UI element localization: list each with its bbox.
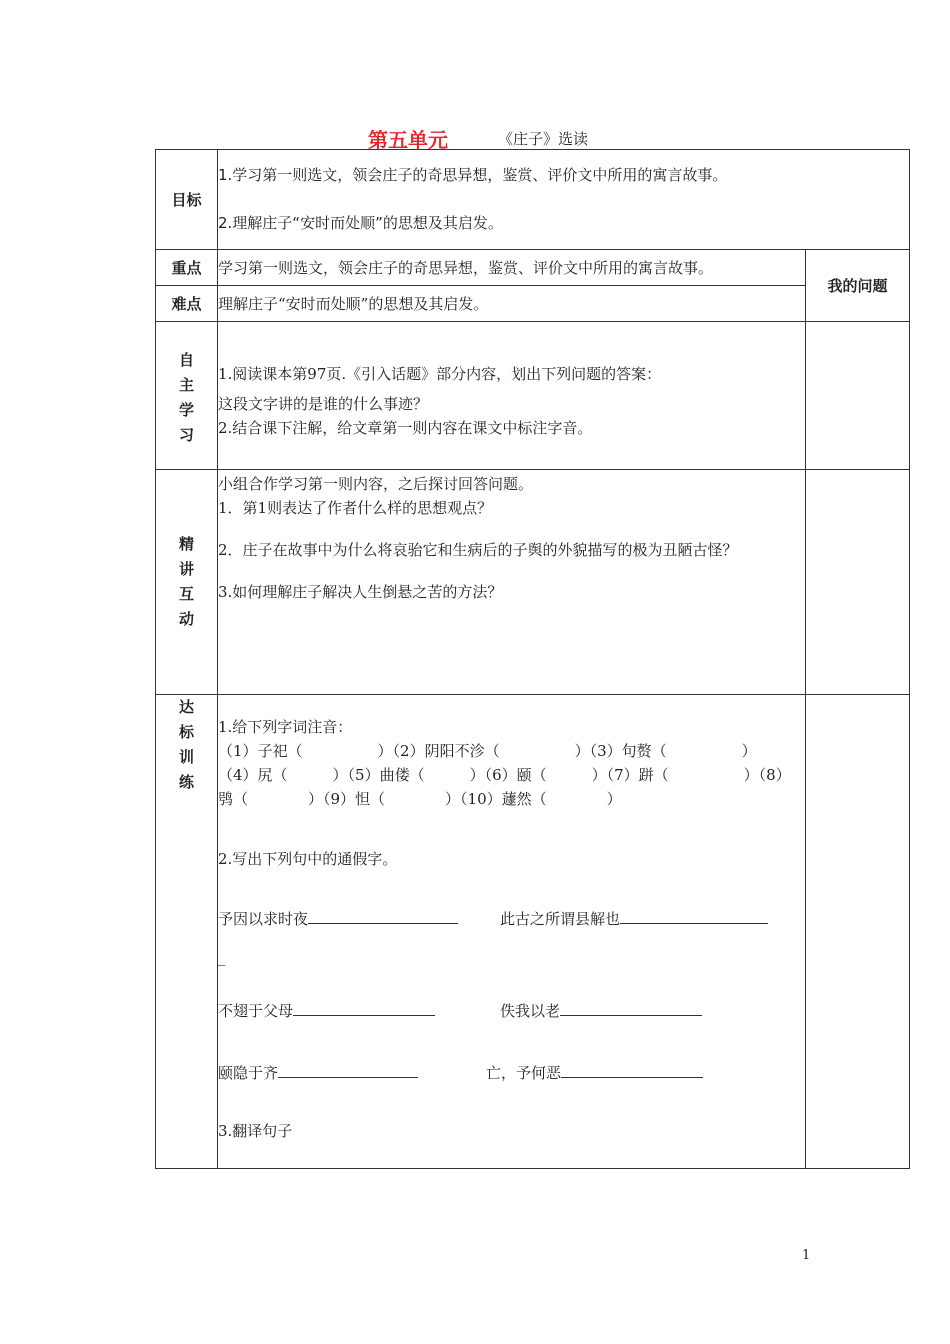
focus-text: 学习第一则选文，领会庄子的奇思异想，鉴赏、评价文中所用的寓言故事。 [218, 250, 806, 286]
task1-title: 1.给下列字词注音： [218, 718, 353, 736]
task2-title: 2.写出下列句中的通假字。 [218, 850, 398, 868]
page-number: 1 [802, 1248, 811, 1263]
goals-content [218, 150, 910, 250]
interaction-label: 精 讲 互 动 [156, 470, 218, 695]
self-study-line-3: 2.结合课下注解，给文章第一则内容在课文中标注字音。 [218, 419, 593, 437]
task2-row-3 [218, 1061, 805, 1085]
answer-blank[interactable] [293, 1001, 435, 1016]
practice-row [156, 695, 910, 1169]
self-study-label: 自 主 学 习 [156, 322, 218, 470]
answer-blank[interactable] [560, 1001, 702, 1016]
task3-title: 3.翻译句子 [218, 1122, 293, 1140]
answer-blank[interactable] [278, 1063, 418, 1078]
practice-content [218, 695, 806, 1169]
interaction-q2: 2．庄子在故事中为什么将哀骀它和生病后的子舆的外貌描写的极为丑陋古怪？ [218, 541, 738, 559]
self-study-line-1: 1.阅读课本第97页.《引入话题》部分内容，划出下列问题的答案： [218, 365, 662, 383]
practice-label: 达 标 训 练 [156, 695, 218, 1169]
self-study-notes [806, 322, 910, 470]
task2-item-e: 颐隐于齐 [218, 1064, 279, 1082]
interaction-q1: 1．第1则表达了作者什么样的思想观点？ [218, 499, 493, 517]
self-study-content [218, 322, 806, 470]
interaction-row [156, 470, 910, 695]
self-study-row [156, 322, 910, 470]
interaction-intro: 小组合作学习第一则内容，之后探讨回答问题。 [218, 475, 534, 493]
goals-row [156, 150, 910, 250]
difficulty-row [156, 286, 910, 322]
my-questions-header: 我的问题 [806, 250, 910, 322]
task2-item-d: 佚我以老 [500, 1002, 561, 1020]
task1-line-2: （4）尻（ ）（5）曲偻（ ）（6）颐（ ）（7）跰（ ）（8） [218, 766, 791, 784]
answer-blank[interactable] [561, 1063, 703, 1078]
task2-item-a: 予因以求时夜 [218, 910, 309, 928]
unit-title: 第五单元 [368, 128, 448, 152]
difficulty-label: 难点 [156, 286, 218, 322]
answer-blank[interactable] [620, 909, 768, 924]
answer-blank[interactable] [308, 909, 458, 924]
worksheet-table [155, 149, 910, 1169]
task1-line-3: 鸮（ ）（9）怛（ ）（10）蘧然（ ） [218, 790, 622, 808]
interaction-q3: 3.如何理解庄子解决人生倒悬之苦的方法？ [218, 583, 503, 601]
goal-item-2: 2.理解庄子“安时而处顺”的思想及其启发。 [218, 214, 503, 232]
trailing-dash: _ [218, 948, 226, 966]
difficulty-text: 理解庄子“安时而处顺”的思想及其启发。 [218, 286, 806, 322]
self-study-line-2: 这段文字讲的是谁的什么事迹？ [218, 395, 429, 413]
goals-label: 目标 [156, 150, 218, 250]
task2-item-c: 不翅于父母 [218, 1002, 294, 1020]
task1-line-1: （1）子祀（ ）（2）阴阳不沴（ ）（3）句赘（ ） [218, 742, 757, 760]
focus-row [156, 250, 910, 286]
practice-notes [806, 695, 910, 1169]
interaction-notes [806, 470, 910, 695]
task2-row-1 [218, 907, 805, 931]
page-header [0, 124, 950, 152]
task2-item-f: 亡，予何恶 [486, 1064, 562, 1082]
goal-item-1: 1.学习第一则选文，领会庄子的奇思异想，鉴赏、评价文中所用的寓言故事。 [218, 166, 728, 184]
interaction-content [218, 470, 806, 695]
lesson-title: 《庄子》选读 [498, 130, 589, 148]
task2-item-b: 此古之所谓县解也 [500, 910, 621, 928]
task2-row-2 [218, 999, 805, 1023]
focus-label: 重点 [156, 250, 218, 286]
